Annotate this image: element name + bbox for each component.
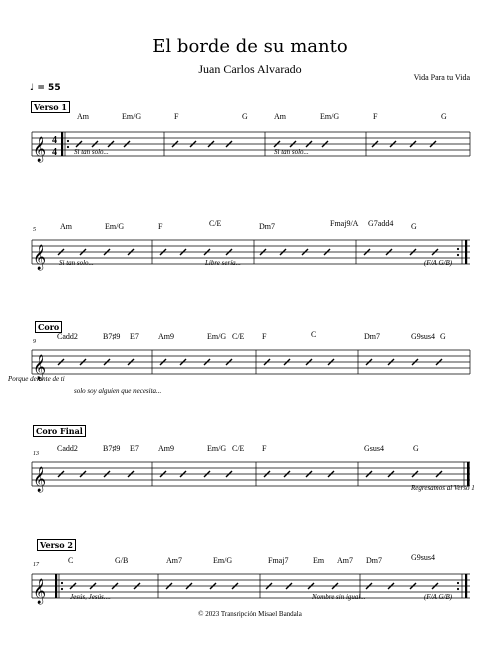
chord-symbol: Em/G: [213, 556, 233, 565]
chord-symbol: F: [373, 112, 378, 121]
chord-symbol: Cadd2: [57, 444, 78, 453]
staff-system-3: [0, 342, 500, 378]
time-signature-denominator: 4: [52, 147, 57, 158]
treble-clef-icon: 𝄞: [33, 137, 47, 162]
treble-clef-icon: 𝄞: [33, 355, 47, 380]
rehearsal-mark-coro: Coro: [35, 321, 62, 333]
chord-symbol: Em/G: [320, 112, 340, 121]
chord-symbol: B7♯9: [103, 332, 121, 341]
rehearsal-mark-coro-final: Coro Final: [33, 425, 86, 437]
treble-clef-icon: 𝄞: [33, 467, 47, 492]
chord-symbol: F: [174, 112, 179, 121]
chord-symbol: Em/G: [207, 332, 227, 341]
chord-symbol: G/B: [115, 556, 129, 565]
chord-symbol: G9sus4: [411, 332, 436, 341]
arranger-name: Vida Para tu Vida: [413, 73, 470, 82]
chord-symbol: C/E: [232, 444, 245, 453]
lyric-line-alt-chords: (F/A G/B): [424, 259, 453, 267]
chord-symbol: F: [158, 222, 163, 231]
copyright-footer: © 2023 Transripción Misael Bandala: [198, 610, 302, 618]
lyric-line: Si tan solo...: [274, 148, 309, 156]
chord-symbol: Dm7: [259, 222, 275, 231]
chord-symbol: Am: [274, 112, 286, 121]
measure-number: 5: [33, 227, 36, 233]
treble-clef-icon: 𝄞: [33, 579, 47, 604]
chord-symbol: Am9: [158, 444, 174, 453]
chord-symbol: Am7: [166, 556, 182, 565]
lyric-line: Jesús, Jesús....: [70, 593, 111, 601]
lyric-line: Libre sería...: [205, 259, 241, 267]
chord-symbol: Dm7: [364, 332, 380, 341]
chord-symbol: G7add4: [368, 219, 394, 228]
chord-symbol: F: [262, 444, 267, 453]
rehearsal-mark-verso-2: Verso 2: [37, 539, 76, 551]
chord-symbol: E7: [130, 444, 139, 453]
chord-symbol: C/E: [232, 332, 245, 341]
chord-symbol: Em/G: [105, 222, 125, 231]
treble-clef-icon: 𝄞: [33, 245, 47, 270]
chord-symbol: Em/G: [207, 444, 227, 453]
chord-symbol: C/E: [209, 219, 222, 228]
chord-symbol: Fmaj9/A: [330, 219, 359, 228]
navigation-instruction: Regresamos al Verso 1: [411, 484, 475, 492]
chord-symbol: G: [411, 222, 417, 231]
lyric-line: Nombre sin igual...: [312, 593, 366, 601]
chord-symbol: Gsus4: [364, 444, 385, 453]
measure-number: 9: [33, 339, 36, 345]
chord-symbol: E7: [130, 332, 139, 341]
chord-symbol: Am7: [337, 556, 353, 565]
lyric-line: solo soy alguien que necesita...: [74, 387, 162, 395]
tempo-marking: ♩ = 55: [30, 83, 61, 93]
chord-symbol: Em/G: [122, 112, 142, 121]
chord-symbol: G: [242, 112, 248, 121]
lyric-line: Si tan solo...: [59, 259, 94, 267]
rehearsal-mark-verso-1: Verso 1: [31, 101, 70, 113]
chord-symbol: C: [311, 330, 317, 339]
chord-symbol: G: [440, 332, 446, 341]
lyric-line-alt-chords: (F/A G/B): [424, 593, 453, 601]
measure-number: 13: [33, 451, 39, 457]
chord-symbol: Cadd2: [57, 332, 78, 341]
chord-symbol: Am: [77, 112, 89, 121]
chord-symbol: Dm7: [366, 556, 382, 565]
measure-number: 17: [33, 562, 39, 568]
chord-symbol: Em: [313, 556, 325, 565]
time-signature-numerator: 4: [52, 135, 57, 146]
lyric-line: Si tan solo...: [74, 148, 109, 156]
lyric-line: Porque delante de ti: [8, 375, 65, 383]
song-title: El borde de su manto: [152, 36, 348, 57]
chord-symbol: F: [262, 332, 267, 341]
chord-symbol: G: [413, 444, 419, 453]
chord-symbol: Fmaj7: [268, 556, 289, 565]
chord-symbol: G9sus4: [411, 553, 436, 562]
chord-symbol: G: [441, 112, 447, 121]
chord-symbol: C: [68, 556, 74, 565]
chord-symbol: Am: [60, 222, 72, 231]
chord-symbol: Am9: [158, 332, 174, 341]
chord-symbol: B7♯9: [103, 444, 121, 453]
composer-name: Juan Carlos Alvarado: [198, 62, 302, 76]
